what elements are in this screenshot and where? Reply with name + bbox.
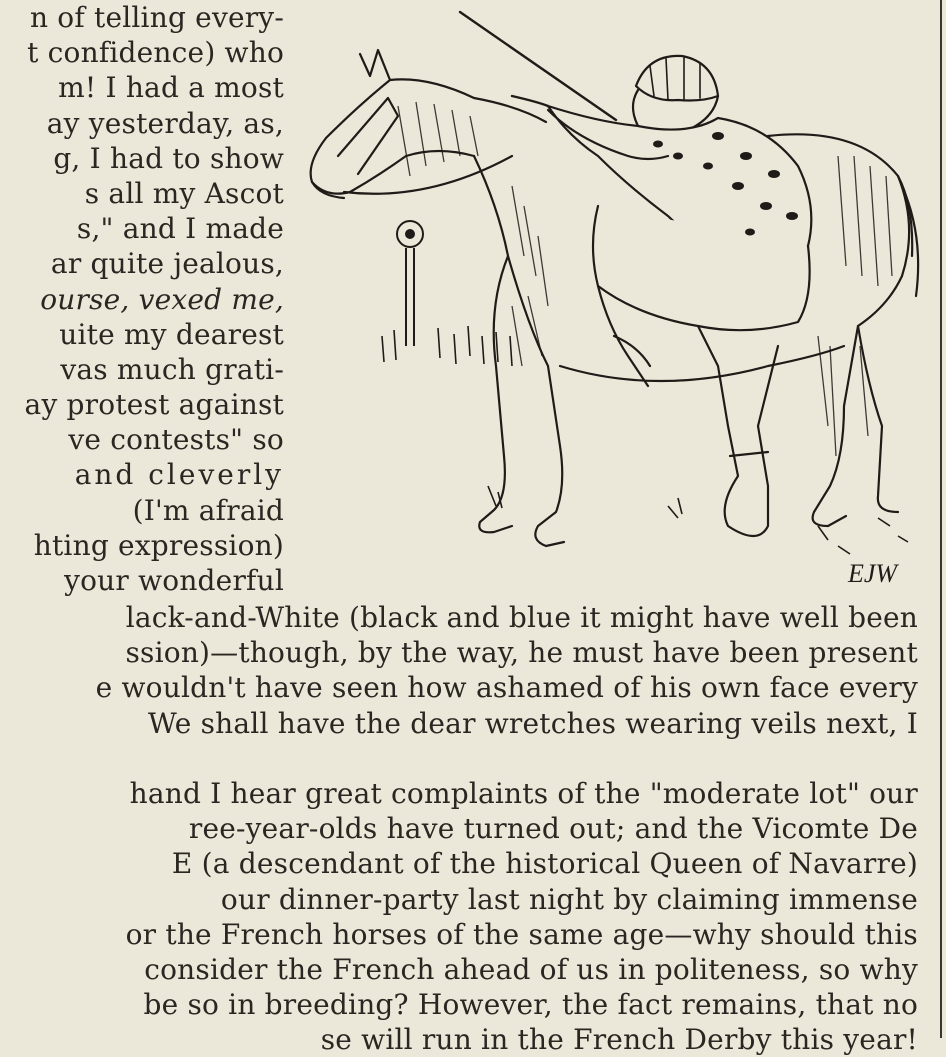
- text-line: se will run in the French Derby this year!: [320, 1023, 918, 1057]
- text-line: n of telling every-: [29, 1, 284, 34]
- text-line: s," and I made: [76, 212, 284, 246]
- full-width-text-block: [0, 600, 918, 1057]
- text-line: be so in breeding? However, the fact remains, that no: [143, 988, 918, 1022]
- text-line: We shall have the dear wretches wearing veils next, I: [148, 706, 918, 740]
- text-line: (I'm afraid: [132, 493, 284, 527]
- text-line: m! I had a most: [58, 71, 284, 105]
- text-line: t confidence) who: [27, 36, 284, 70]
- text-line: ay protest against: [24, 388, 284, 422]
- page-edge-rule: [940, 0, 942, 1038]
- text-line: s all my Ascot: [84, 176, 284, 210]
- left-text-column: [0, 0, 284, 598]
- text-line: and cleverly: [74, 458, 284, 492]
- text-line: our dinner-party last night by claiming immense: [220, 882, 918, 916]
- text-line: hand I hear great complaints of the "moderate lot" our: [129, 776, 918, 810]
- text-line: E (a descendant of the historical Queen of Navarre): [171, 847, 918, 881]
- text-line: ve contests" so: [68, 423, 284, 457]
- jockey-horse-illustration: [298, 6, 920, 596]
- illustration-signature: EJW: [848, 559, 898, 588]
- text-line: e wouldn't have seen how ashamed of his own face every: [95, 671, 918, 705]
- text-line: g, I had to show: [53, 141, 284, 175]
- text-line: hting expression): [33, 528, 284, 562]
- text-line: ar quite jealous,: [50, 247, 284, 281]
- text-line: consider the French ahead of us in politeness, so why: [144, 952, 918, 986]
- text-line: uite my dearest: [59, 317, 284, 351]
- text-line: ay yesterday, as,: [46, 106, 284, 140]
- text-line: your wonderful: [64, 564, 284, 597]
- text-line: lack-and-White (black and blue it might have well been: [125, 601, 918, 634]
- text-line: ourse, vexed me,: [40, 282, 284, 316]
- text-line: or the French horses of the same age—why should this: [125, 917, 918, 951]
- paragraph-gap: [0, 741, 918, 776]
- text-line: vas much grati-: [60, 352, 284, 386]
- text-line: ree-year-olds have turned out; and the Vicomte De: [188, 812, 918, 846]
- text-line: ssion)—though, by the way, he must have been present: [125, 636, 918, 670]
